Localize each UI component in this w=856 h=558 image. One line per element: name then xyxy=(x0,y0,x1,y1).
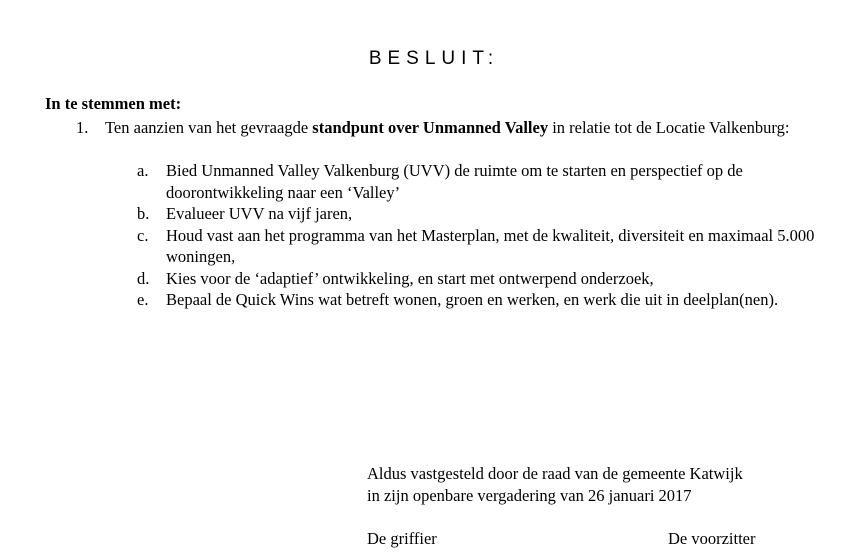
signature-griffier: De griffier xyxy=(367,529,437,548)
item-text-bold: standpunt over Unmanned Valley xyxy=(312,118,549,137)
sub-marker: d. xyxy=(137,268,150,288)
item-text-after: in relatie tot de Locatie Valkenburg: xyxy=(548,118,790,137)
sub-marker: e. xyxy=(137,290,149,309)
sub-item-list xyxy=(137,160,817,311)
item-marker: 1. xyxy=(76,118,89,137)
sub-item-b xyxy=(137,203,817,225)
sub-marker: c. xyxy=(137,225,149,245)
sub-marker: b. xyxy=(137,204,150,223)
closing-statement xyxy=(367,463,743,507)
sub-item-e xyxy=(137,289,817,311)
sub-marker: a. xyxy=(137,161,149,180)
sub-text: Houd vast aan het programma van het Masterplan, met de kwaliteit, diversiteit en maximaal 5.000 woningen, xyxy=(166,225,815,266)
sub-text: Bied Unmanned Valley Valkenburg (UVV) de ruimte om te starten en perspectief op de doorontwikkeling naar een ‘Valley’ xyxy=(166,161,743,202)
sub-item-c xyxy=(137,225,817,268)
item-text xyxy=(105,117,816,139)
numbered-item-1 xyxy=(76,117,816,139)
sub-text: Kies voor de ‘adaptief’ ontwikkeling, en start met ontwerpend onderzoek, xyxy=(166,268,654,288)
signature-voorzitter: De voorzitter xyxy=(668,529,756,548)
intro-heading: In te stemmen met: xyxy=(45,94,182,113)
closing-line-2: in zijn openbare vergadering van 26 januari 2017 xyxy=(367,486,692,505)
sub-item-d xyxy=(137,268,817,290)
closing-line-1: Aldus vastgesteld door de raad van de gemeente Katwijk xyxy=(367,464,743,483)
sub-item-a xyxy=(137,160,817,203)
sub-text: Evalueer UVV na vijf jaren, xyxy=(166,204,353,223)
sub-text: Bepaal de Quick Wins wat betreft wonen, groen en werken, en werk die uit in deelplan(nen). xyxy=(166,290,779,309)
item-text-before: Ten aanzien van het gevraagde xyxy=(105,118,313,137)
document-title: BESLUIT: xyxy=(368,48,500,69)
